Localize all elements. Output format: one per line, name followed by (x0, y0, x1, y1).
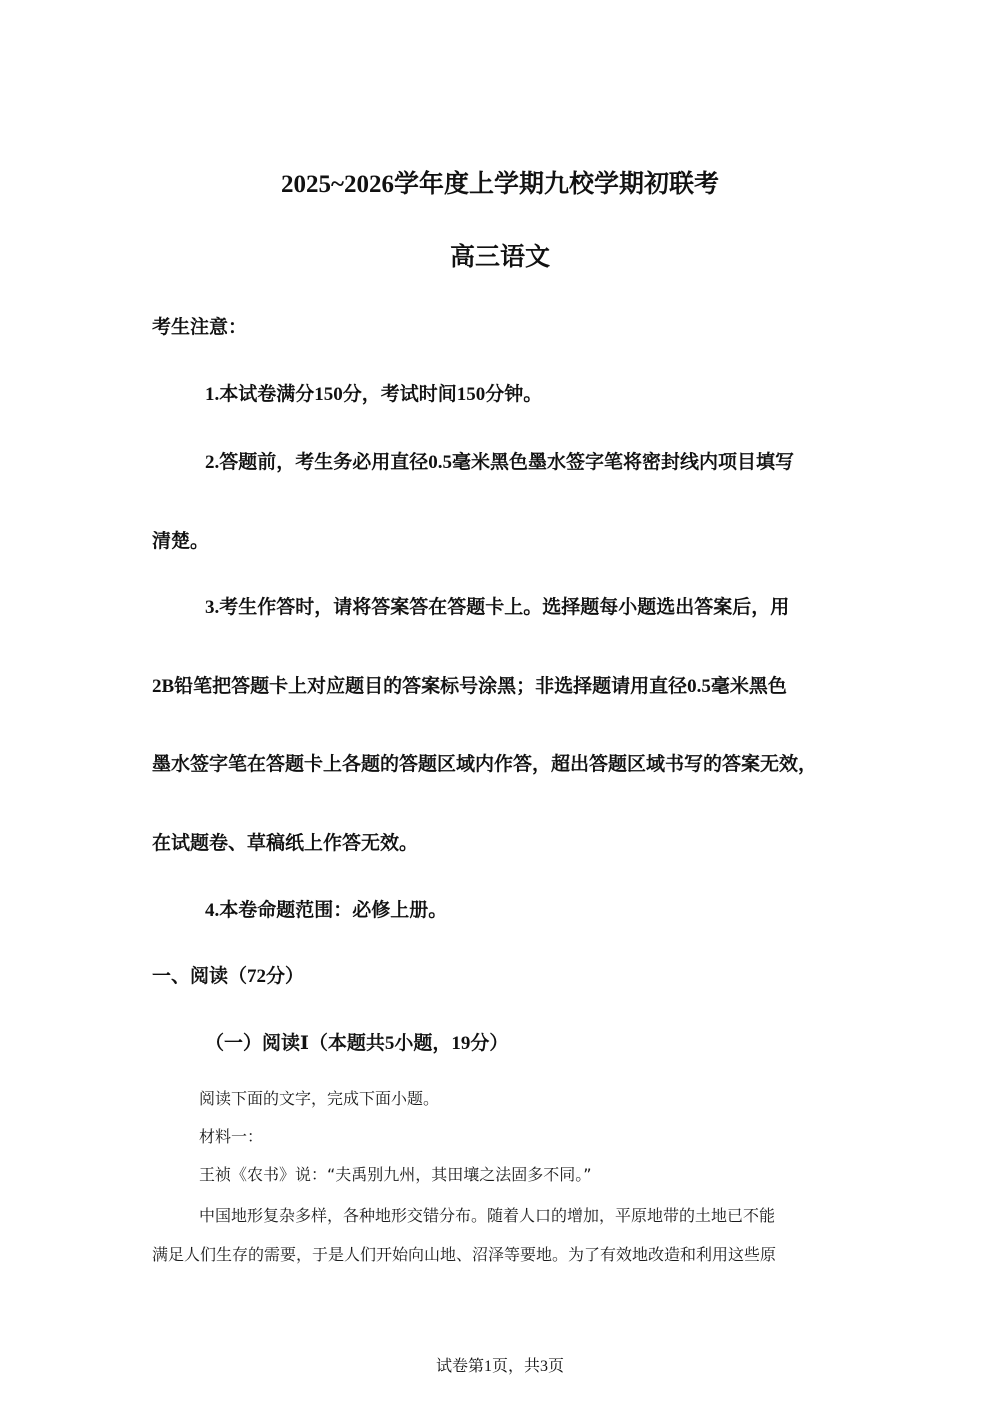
material-label: 材料一： (199, 1127, 264, 1146)
notice-item-3-line-1: 3.考生作答时，请将答案答在答题卡上。选择题每小题选出答案后，用 (205, 597, 790, 618)
notice-item-4: 4.本卷命题范围：必修上册。 (205, 900, 448, 921)
section-heading: 一、阅读（72分） (152, 966, 305, 987)
notice-item-3-line-4: 在试题卷、草稿纸上作答无效。 (152, 833, 419, 854)
paragraph-line-1: 中国地形复杂多样，各种地形交错分布。随着人口的增加，平原地带的土地已不能 (199, 1206, 776, 1225)
notice-item-2-line-2: 清楚。 (152, 531, 210, 552)
notice-item-2-line-1: 2.答题前，考生务必用直径0.5毫米黑色墨水签字笔将密封线内项目填写 (205, 452, 795, 473)
paragraph-line-2: 满足人们生存的需要，于是人们开始向山地、沼泽等要地。为了有效地改造和利用这些原 (152, 1245, 777, 1264)
quote-line: 王祯《农书》说：“夫禹别九州，其田壤之法固多不同。” (199, 1165, 592, 1184)
notice-item-1: 1.本试卷满分150分，考试时间150分钟。 (205, 384, 543, 405)
notice-item-3-line-2: 2B铅笔把答题卡上对应题目的答案标号涂黑；非选择题请用直径0.5毫米黑色 (152, 676, 787, 697)
notice-item-3-line-3: 墨水签字笔在答题卡上各题的答题区域内作答，超出答题区域书写的答案无效， (152, 754, 818, 775)
page-footer: 试卷第1页，共3页 (435, 1358, 564, 1375)
exam-title: 2025~2026学年度上学期九校学期初联考 (280, 171, 719, 198)
subsection-heading: （一）阅读Ⅰ（本题共5小题，19分） (205, 1033, 509, 1054)
notice-heading: 考生注意： (152, 317, 248, 338)
reading-instruction: 阅读下面的文字，完成下面小题。 (199, 1089, 440, 1108)
subject-title: 高三语文 (449, 244, 550, 271)
